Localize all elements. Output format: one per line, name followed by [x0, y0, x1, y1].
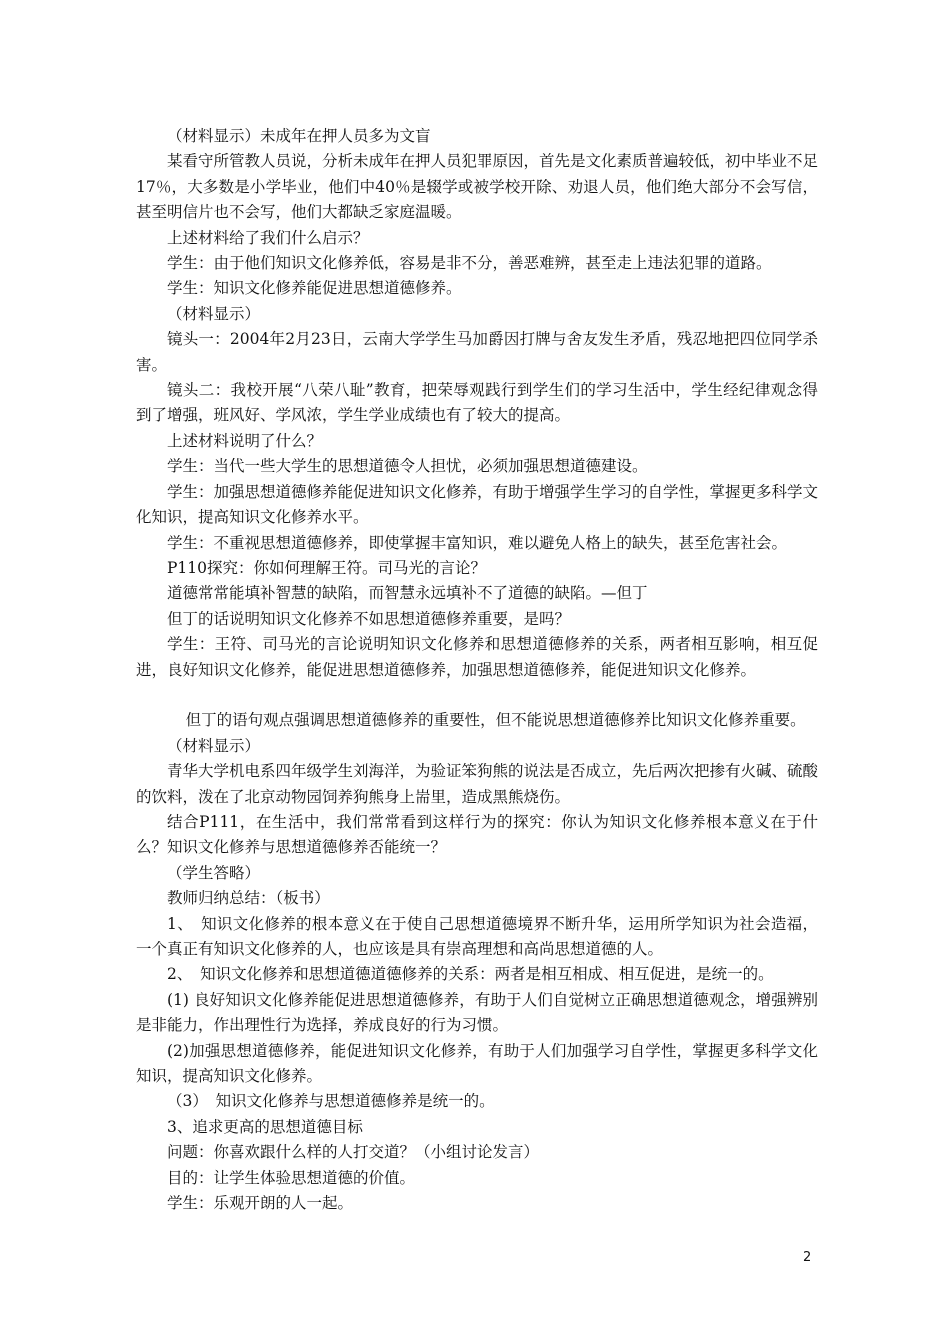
paragraph-quote-dante: 道德常常能填补智慧的缺陷，而智慧永远填补不了道德的缺陷。—但丁 — [167, 584, 648, 603]
paragraph-student-answer-6: 学生：王符、司马光的言论说明知识文化修养和思想道德修养的关系，两者相互影响，相互促进，良好知识文化修养，能促进思想道德修养，加强思想道德修养，能促进知识文化修养。 — [136, 635, 818, 679]
paragraph-explore-p111: 结合P111，在生活中，我们常常看到这样行为的探究：你认为知识文化修养根本意义在于什么？知识文化修养与思想道德修养否能统一？ — [136, 812, 818, 857]
document-body — [136, 124, 818, 1216]
paragraph-student-answer-omitted: （学生答略） — [167, 863, 261, 882]
paragraph-purpose: 目的：让学生体验思想道德的价值。 — [167, 1168, 416, 1187]
paragraph-student-answer-5: 学生：不重视思想道德修养，即使掌握丰富知识，难以避免人格上的缺失，甚至危害社会。 — [167, 533, 788, 552]
paragraph-student-answer-4: 学生：加强思想道德修养能促进知识文化修养，有助于增强学生学习的自学性，掌握更多科学文化知识，提高知识文化修养水平。 — [136, 482, 819, 527]
paragraph-question-1: 上述材料给了我们什么启示？ — [167, 228, 369, 247]
list-item-3: 3、追求更高的思想道德目标 — [167, 1117, 363, 1136]
paragraph-student-answer-2: 学生：知识文化修养能促进思想道德修养。 — [167, 279, 462, 298]
material-heading-3: （材料显示） — [167, 736, 261, 755]
paragraph-explore-p110: P110探究：你如何理解王符。司马光的言论？ — [167, 558, 487, 577]
paragraph-scene-1: 镜头一：2004年2月23日，云南大学学生马加爵因打牌与舍友发生矛盾，残忍地把四位同学杀害。 — [136, 330, 818, 374]
paragraph-student-answer-3: 学生：当代一些大学生的思想道德令人担忧，必须加强思想道德建设。 — [167, 457, 648, 476]
material-heading-1: （材料显示）未成年在押人员多为文盲 — [167, 127, 431, 145]
sub-item-3: （3） 知识文化修养与思想道德修养是统一的。 — [167, 1092, 495, 1111]
paragraph-question-3: 但丁的话说明知识文化修养不如思想道德修养重要，是吗？ — [167, 609, 571, 628]
paragraph-student-answer-7: 学生：乐观开朗的人一起。 — [167, 1194, 354, 1213]
list-item-1: 1、 知识文化修养的根本意义在于使自己思想道德境界不断升华，运用所学知识为社会造福，一个真正有知识文化修养的人，也应该是具有崇高理想和高尚思想道德的人。 — [136, 914, 818, 958]
paragraph-question-2: 上述材料说明了什么？ — [167, 431, 323, 450]
material-heading-2: （材料显示） — [167, 304, 261, 323]
paragraph-student-answer-1: 学生：由于他们知识文化修养低，容易是非不分，善恶难辨，甚至走上违法犯罪的道路。 — [167, 254, 772, 273]
sub-item-2: (2)加强思想道德修养，能促进知识文化修养，有助于人们加强学习自学性，掌握更多科学文化知识，提高知识文化修养。 — [136, 1041, 818, 1086]
sub-item-1: (1) 良好知识文化修养能促进思想道德修养，有助于人们自觉树立正确思想道德观念，增强辨别是非能力，作出理性行为选择，养成良好的行为习惯。 — [136, 990, 818, 1035]
paragraph-teacher-summary: 教师归纳总结：（板书） — [167, 889, 330, 908]
page-number: 2 — [803, 1250, 812, 1265]
list-item-2: 2、 知识文化修养和思想道德道德修养的关系：两者是相互相成、相互促进，是统一的。 — [167, 965, 774, 984]
paragraph-material-text-1: 某看守所管教人员说，分析未成年在押人员犯罪原因，首先是文化素质普遍较低，初中毕业不足17％，大多数是小学毕业，他们中40％是辍学或被学校开除、劝退人员，他们绝大部分不会写信，甚至明信片也不会写，他们大都缺乏家庭温暖。 — [136, 152, 819, 222]
paragraph-material-text-3: 青华大学机电系四年级学生刘海洋，为验证笨狗熊的说法是否成立，先后两次把掺有火碱、硫酸的饮料，泼在了北京动物园饲养狗熊身上耑里，造成黑熊烧伤。 — [136, 762, 819, 806]
blank-line — [136, 683, 818, 708]
paragraph-question-4: 问题：你喜欢跟什么样的人打交道？（小组讨论发言） — [167, 1143, 540, 1162]
paragraph-scene-2: 镜头二：我校开展“八荣八耻”教育，把荣辱观践行到学生们的学习生活中，学生经纪律观念得到了增强，班风好、学风浓，学生学业成绩也有了较大的提高。 — [136, 381, 818, 425]
paragraph-dante-viewpoint: 但丁的语句观点强调思想道德修养的重要性，但不能说思想道德修养比知识文化修养重要。 — [185, 711, 806, 730]
